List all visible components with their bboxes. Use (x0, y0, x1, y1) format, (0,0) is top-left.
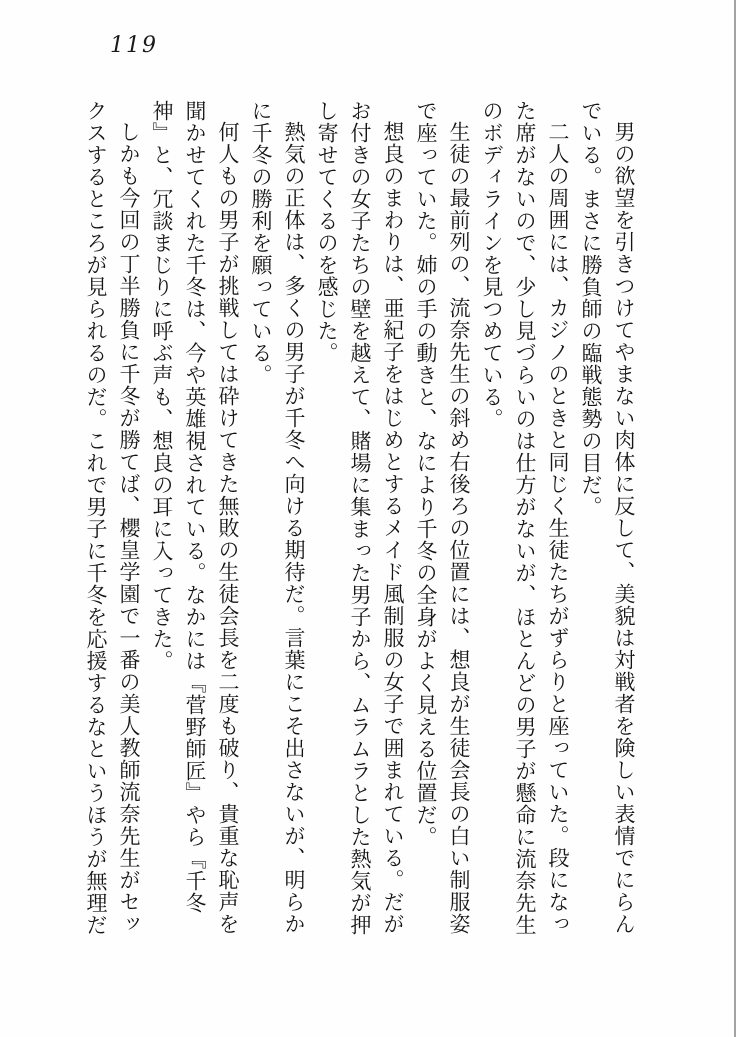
paragraph: 生徒の最前列の、流奈先生の斜め右後ろの位置には、想良が生徒会長の白い制服姿で座っていた。姉の手の動きと、なにより千冬の全身がよく見える位置だ。 (414, 100, 471, 935)
paragraph: 二人の周囲には、カジノのときと同じく生徒たちがずらりと座っていた。段になった席がないので、少し見づらいのは仕方がないが、ほとんどの男子が懸命に流奈先生のボディラインを見つめている。 (480, 100, 570, 936)
paragraph: 想良のまわりは、亜紀子をはじめとするメイド風制服の女子で囲まれている。だがお付きの女子たちの壁を越えて、賭場に集まった男子から、ムラムラとした熱気が押し寄せてくるのを感じた。 (315, 100, 405, 936)
paragraph: 何人もの男子が挑戦しては砕けてきた無敗の生徒会長を二度も破り、貴重な恥声を聞かせてくれた千冬は、今や英雄視されている。なかには『菅野師匠』やら『千冬神』と、冗談まじりに呼ぶ声も、想良の耳に入ってきた。 (150, 100, 240, 935)
page-number: 119 (110, 33, 158, 58)
body-text (79, 100, 640, 940)
paragraph: 熱気の正体は、多くの男子が千冬へ向ける期待だ。言葉にこそ出さないが、明らかに千冬の勝利を願っている。 (249, 100, 306, 935)
paragraph: 男の欲望を引きつけてやまない肉体に反して、美貌は対戦者を険しい表情でにらんでいる。まさに勝負師の臨戦態勢の目だ。 (579, 100, 636, 935)
paragraph: しかも今回の丁半勝負に千冬が勝てば、櫻皇学園で一番の美人教師流奈先生がセックスするところが見られるのだ。これで男子に千冬を応援するなというほうが無理だ (84, 100, 141, 936)
